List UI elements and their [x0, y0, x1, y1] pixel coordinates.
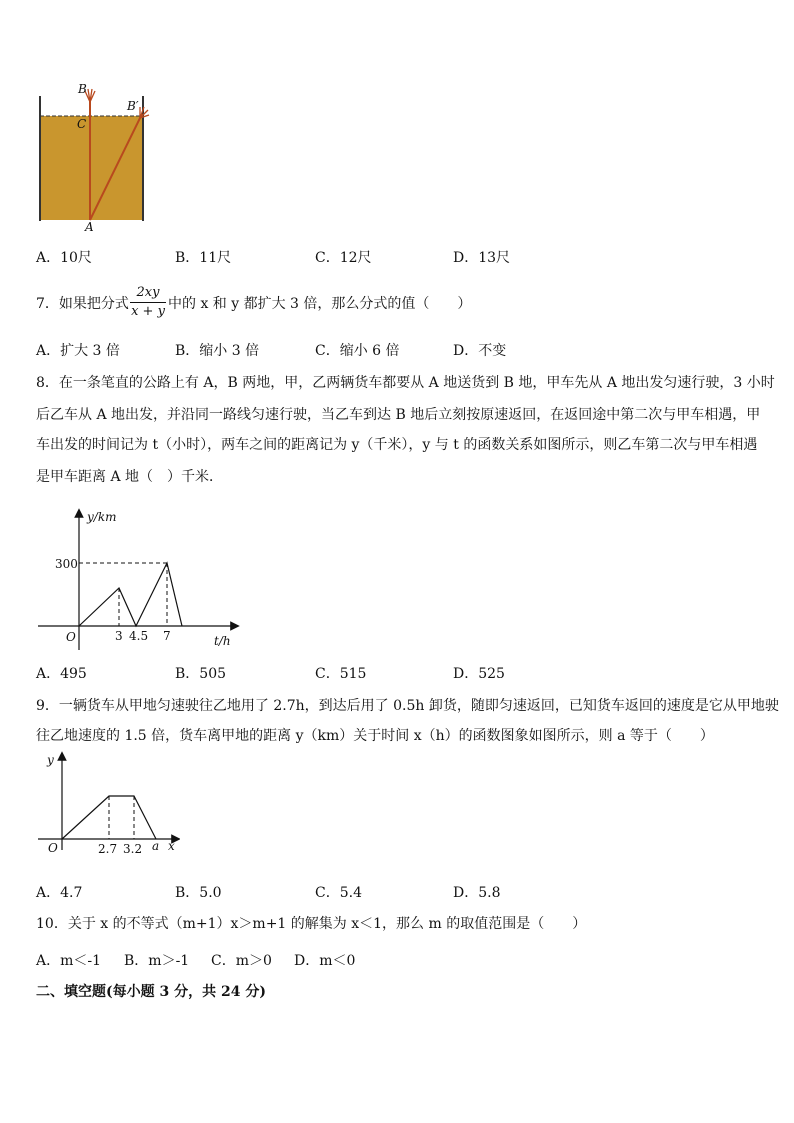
q7-option-a[interactable]: A．扩大 3 倍 — [36, 343, 120, 359]
q7-numerator: 2xy — [136, 285, 160, 300]
q8-x-tick-7: 7 — [163, 629, 171, 643]
q8-y-axis-label: y/km — [87, 510, 117, 524]
q8-x-tick-3: 3 — [115, 629, 123, 643]
q7-option-c[interactable]: C．缩小 6 倍 — [315, 343, 400, 359]
q7-option-d[interactable]: D．不变 — [453, 343, 507, 359]
q8-option-c[interactable]: C．515 — [315, 666, 367, 682]
reed-tuft-tilted-icon — [140, 107, 149, 118]
label-b: B — [78, 82, 87, 96]
q9-x-axis-label: x — [168, 839, 175, 853]
q9-option-c[interactable]: C．5.4 — [315, 885, 362, 901]
q9-line-2: 往乙地速度的 1.5 倍，货车离甲地的距离 y（km）关于时间 x（h）的函数图象如图所示，则 a 等于（ ） — [36, 728, 714, 744]
water-body — [40, 116, 143, 220]
q10-option-c[interactable]: C．m＞0 — [211, 953, 272, 969]
q6-option-b[interactable]: B．11尺 — [175, 250, 232, 266]
label-c: C — [77, 117, 87, 131]
q8-line-3: 车出发的时间记为 t（小时），两车之间的距离记为 y（千米），y 与 t 的函数关系如图所示，则乙车第二次与甲车相遇 — [36, 437, 758, 453]
q9-line-1: 9．一辆货车从甲地匀速驶往乙地用了 2.7h，到达后用了 0.5h 卸货，随即匀速返回，已知货车返回的速度是它从甲地驶 — [36, 698, 779, 714]
q8-option-d[interactable]: D．525 — [453, 666, 505, 682]
label-b-prime: B′ — [127, 99, 139, 113]
reed-pond-figure — [30, 80, 160, 232]
q9-option-d[interactable]: D．5.8 — [453, 885, 501, 901]
q10-option-b[interactable]: B．m＞-1 — [124, 953, 190, 969]
q10-options — [36, 951, 596, 971]
q7-fraction-bar — [130, 302, 166, 303]
q8-line-2: 后乙车从 A 地出发，并沿同一路线匀速行驶，当乙车到达 B 地后立刻按原速返回，在返回途中第二次与甲车相遇，甲 — [36, 407, 761, 423]
q8-origin-label: O — [66, 630, 76, 644]
q8-x-axis-label: t/h — [214, 634, 231, 648]
q6-options — [36, 248, 596, 268]
q8-options — [36, 664, 596, 684]
q9-option-a[interactable]: A．4.7 — [36, 885, 83, 901]
q9-y-axis-label: y — [47, 753, 54, 767]
q8-graph — [30, 505, 245, 655]
q7-fraction — [130, 285, 166, 320]
q8-option-b[interactable]: B．505 — [175, 666, 227, 682]
q9-x-tick-2-7: 2.7 — [98, 842, 118, 856]
q9-x-tick-a: a — [152, 839, 160, 853]
q9-x-tick-3-2: 3.2 — [123, 842, 143, 856]
q6-option-a[interactable]: A．10尺 — [36, 250, 92, 266]
q10-text: 10．关于 x 的不等式（m+1）x＞m+1 的解集为 x＜1，那么 m 的取值范围是（ ） — [36, 916, 587, 932]
q6-option-c[interactable]: C．12尺 — [315, 250, 372, 266]
q6-option-d[interactable]: D．13尺 — [453, 250, 511, 266]
q7-denominator: x + y — [131, 304, 165, 319]
label-a: A — [85, 220, 94, 232]
q7-text-after: 中的 x 和 y 都扩大 3 倍，那么分式的值（ ） — [168, 296, 472, 312]
q7-text-before: 7．如果把分式 — [36, 296, 129, 312]
q8-y-tick-300: 300 — [55, 557, 78, 571]
q7-options — [36, 341, 596, 361]
q9-option-b[interactable]: B．5.0 — [175, 885, 222, 901]
section-2-title: 二、填空题(每小题 3 分，共 24 分) — [36, 984, 266, 1000]
q9-options — [36, 883, 596, 903]
q7-option-b[interactable]: B．缩小 3 倍 — [175, 343, 260, 359]
q8-line-1: 8．在一条笔直的公路上有 A，B 两地，甲，乙两辆货车都要从 A 地送货到 B 地，甲车先从 A 地出发匀速行驶，3 小时 — [36, 375, 775, 391]
q9-graph — [30, 750, 180, 860]
q9-origin-label: O — [48, 841, 58, 855]
q10-option-d[interactable]: D．m＜0 — [294, 953, 356, 969]
q10-option-a[interactable]: A．m＜-1 — [36, 953, 102, 969]
q8-x-tick-4-5: 4.5 — [129, 629, 149, 643]
q8-option-a[interactable]: A．495 — [36, 666, 87, 682]
q8-line-4: 是甲车距离 A 地（ ）千米． — [36, 469, 224, 485]
